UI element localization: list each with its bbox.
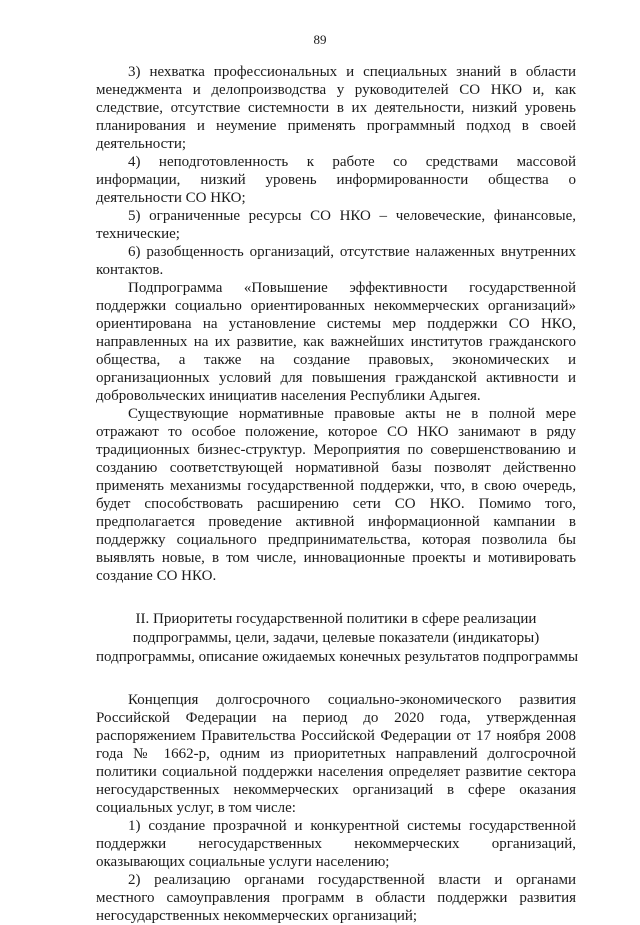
paragraph-item-4: 4) неподготовленность к работе со средствами массовой информации, низкий уровень информированности общества о деятельности СО НКО;: [96, 154, 576, 206]
section-heading-line-1: II. Приоритеты государственной политики в сфере реализации: [135, 611, 537, 627]
paragraph-item-3: 3) нехватка профессиональных и специальных знаний в области менеджмента и делопроизводства у руководителей СО НКО и, как следствие, отсутствие системности в их деятельности, низкий уровень планирования и неумение применять программный подход в своей деятельности;: [96, 64, 576, 152]
paragraph-subprogram: Подпрограмма «Повышение эффективности государственной поддержки социально ориентированных некоммерческих организаций» ориентирована на установление системы мер поддержки СО НКО, направленных на их развитие, как важнейших институтов гражданского общества, а также на создание правовых, экономических и организационных условий для повышения гражданской активности и добровольческих инициатив населения Республики Адыгея.: [96, 280, 576, 404]
document-body: [96, 63, 579, 925]
section-heading-line-2: подпрограммы, цели, задачи, целевые показатели (индикаторы): [132, 630, 540, 646]
page-number: 89: [313, 32, 327, 47]
section-heading-line-3: подпрограммы, описание ожидаемых конечных результатов подпрограммы: [96, 649, 579, 665]
paragraph-concept: Концепция долгосрочного социально-экономического развития Российской Федерации на период до 2020 года, утвержденная распоряжением Правительства Российской Федерации от 17 ноября 2008 года № 1662-р, одним из приоритетных направлений долгосрочной политики социальной поддержки населения определяет развитие сектора негосударственных некоммерческих организаций в сфере оказания социальных услуг, в том числе:: [96, 692, 576, 816]
paragraph-normative-acts: Существующие нормативные правовые акты не в полной мере отражают то особое положение, которое СО НКО занимают в ряду традиционных бизнес-структур. Мероприятия по совершенствованию и созданию соответствующей нормативной базы позволят действенно применять механизмы государственной поддержки, что, в свою очередь, будет способствовать расширению сети СО НКО. Помимо того, предполагается проведение активной информационной кампании в поддержку социального предпринимательства, которая позволила бы выявлять новые, в том числе, инновационные проекты и мотивировать создание СО НКО.: [96, 406, 576, 584]
paragraph-list-item-1: 1) создание прозрачной и конкурентной системы государственной поддержки негосударственных некоммерческих организаций, оказывающих социальные услуги населению;: [96, 818, 576, 870]
paragraph-item-6: 6) разобщенность организаций, отсутствие налаженных внутренних контактов.: [96, 244, 576, 278]
paragraph-item-5: 5) ограниченные ресурсы СО НКО – человеческие, финансовые, технические;: [96, 208, 576, 242]
section-heading: [96, 610, 579, 667]
paragraph-list-item-2: 2) реализацию органами государственной власти и органами местного самоуправления программ в области поддержки развития негосударственных некоммерческих организаций;: [96, 872, 576, 924]
